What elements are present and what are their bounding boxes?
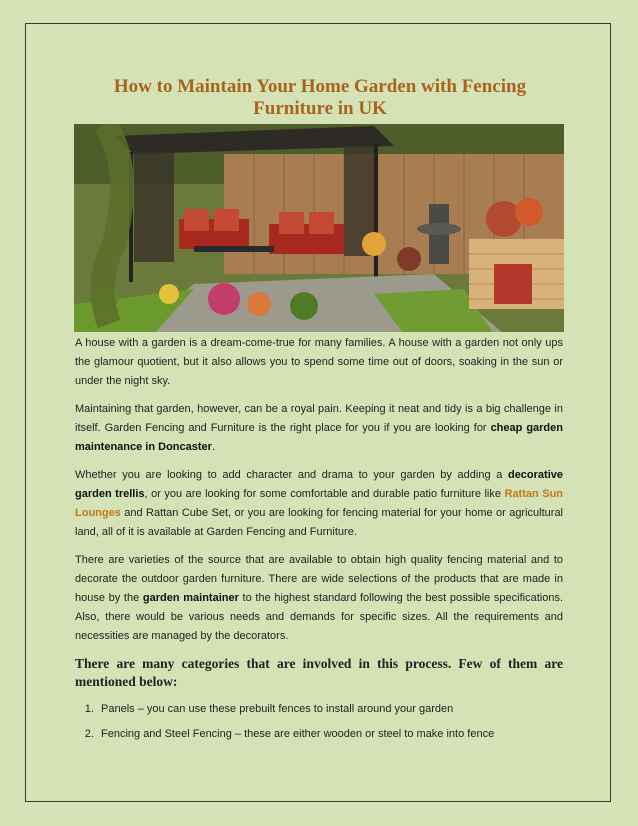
paragraph-maintaining — [75, 400, 563, 457]
paragraph-text: and Rattan Cube Set, or you are looking for fencing material for your home or agricultural land, all of it is available at Garden Fencing and Furniture. — [75, 507, 563, 538]
paragraph-text: There are varieties of the source that are available to obtain high quality fencing material and to decorate the outdoor garden furniture. There are wide selections of the products that are made in house by the — [75, 554, 563, 604]
categories-list — [75, 701, 563, 742]
list-item: 1. Panels – you can use these prebuilt fences to install around your garden — [97, 701, 563, 717]
categories-heading: There are many categories that are involved in this process. Few of them are mentioned below: — [75, 656, 563, 689]
paragraph-text: , or you are looking for some comfortable and durable patio furniture like — [144, 488, 505, 500]
paragraph-text: Whether you are looking to add character and drama to your garden by adding a — [75, 469, 508, 481]
article-body — [75, 334, 563, 751]
list-item: 2. Fencing and Steel Fencing – these are either wooden or steel to make into fence — [97, 726, 563, 742]
paragraph-text: . — [211, 441, 215, 453]
garden-photo — [74, 124, 564, 332]
paragraph-text: Maintaining that garden, however, can be a royal pain. Keeping it neat and tidy is a big challenge in itself. Garden Fencing and Furniture is the right place for you if you are looking for — [75, 403, 563, 434]
paragraph-intro: A house with a garden is a dream-come-true for many families. A house with a garden not only ups the glamour quotient, but it also allows you to spend some time out of doors, soaking in the sun or under the night sky. — [75, 337, 563, 387]
rattan-sun-lounges-link[interactable]: Rattan Sun Lounges — [75, 488, 564, 519]
paragraph-text: to the highest standard following the best possible specifications. Also, there would be various needs and demands for specific sizes. All the requirements and necessities are managed by the decorators. — [75, 592, 563, 642]
keyword-garden-maintainer: garden maintainer — [142, 592, 239, 604]
keyword-cheap-garden-maintenance: cheap garden maintenance in Doncaster — [75, 422, 563, 453]
keyword-decorative-garden-trellis: decorative garden trellis — [75, 469, 563, 500]
paragraph-varieties — [75, 551, 563, 646]
page-title: How to Maintain Your Home Garden with Fencing Furniture in UK — [113, 76, 527, 119]
paragraph-whether — [75, 466, 563, 542]
